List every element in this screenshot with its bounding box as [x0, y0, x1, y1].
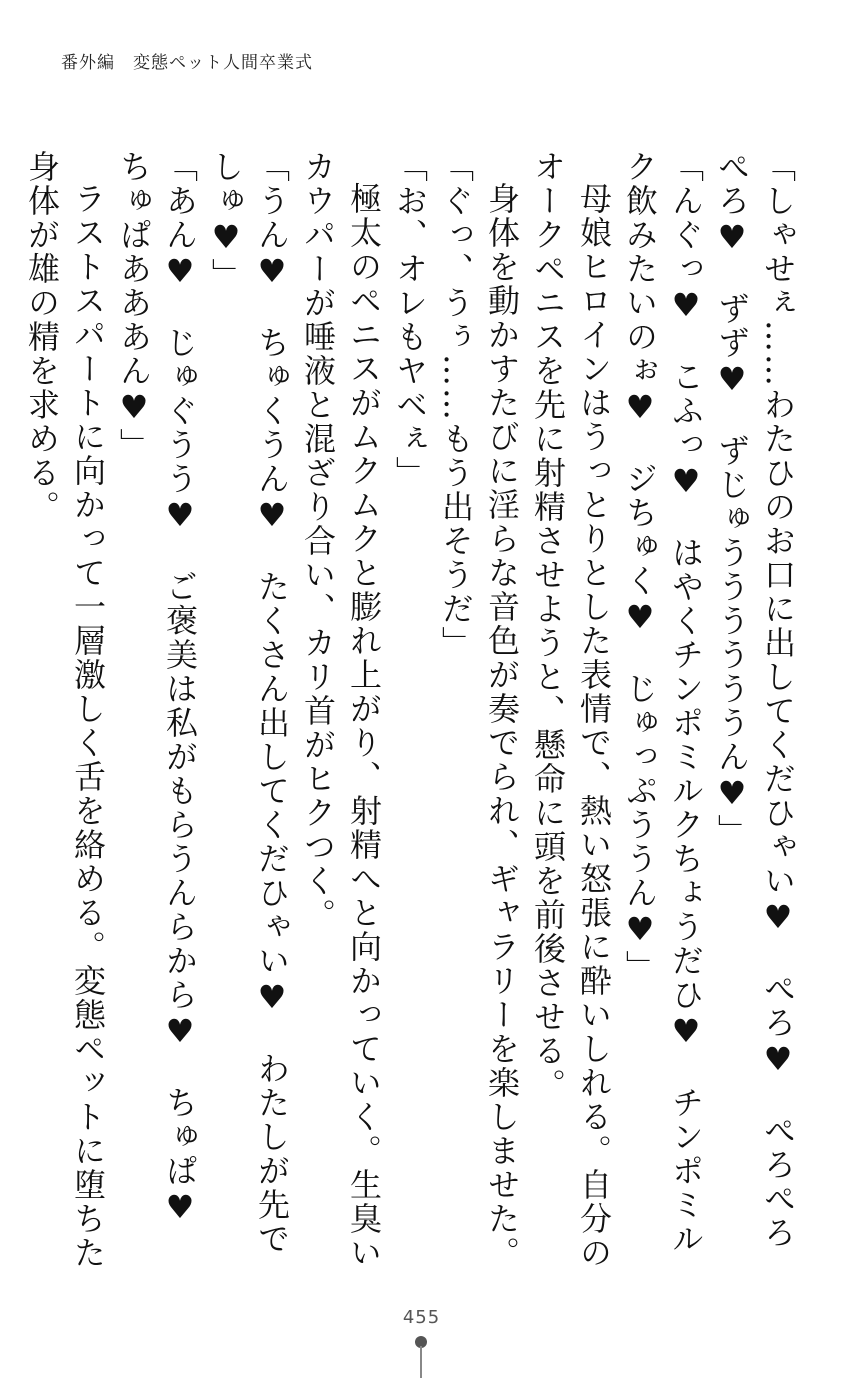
paragraph: 身体を動かすたびに淫らな音色が奏でられ、ギャラリーを楽しませた。 — [483, 182, 521, 1270]
paragraph: 「んぐっ♥ こふっ♥ はやくチンポミルクちょうだひ♥ チンポミルク飲みたいのぉ♥ ジちゅく♥ じゅっぷううん♥」 — [621, 150, 705, 1256]
folio-line-ornament — [420, 1346, 422, 1378]
running-header: 番外編 変態ペット人間卒業式 — [61, 53, 313, 73]
paragraph: 「お、オレもヤベぇ」 — [391, 150, 429, 490]
paragraph: 母娘ヒロインはうっとりとした表情で、熱い怒張に酔いしれる。自分のオークペニスを先に射精させようと、懸命に頭を前後させる。 — [529, 150, 613, 1270]
paragraph: 「うん♥ ちゅくうん♥ たくさん出してくだひゃい♥ わたしが先でしゅ♥」 — [207, 150, 291, 1256]
paragraph: 極太のペニスがムクムクと膨れ上がり、射精へと向かっていく。生臭いカウパーが唾液と混ざり合い、カリ首がヒクつく。 — [299, 150, 383, 1270]
paragraph: 「しゃせぇ……わたひのお口に出してくだひゃい♥ ぺろ♥ ぺろぺろぺろ♥ ずず♥ ずじゅううううううん♥」 — [713, 150, 797, 1250]
page-body-text — [23, 150, 801, 1280]
page-number: 455 — [402, 1307, 441, 1328]
paragraph: 「ぐっ、うぅ……もう出そうだ」 — [437, 150, 475, 660]
paragraph: 「あん♥ じゅぐうう♥ ご褒美は私がもらうんらから♥ ちゅぱ♥ ちゅぱあああん♥」 — [115, 150, 199, 1262]
paragraph: ラストスパートに向かって一層激しく舌を絡める。変態ペットに堕ちた身体が雄の精を求める。 — [23, 150, 107, 1270]
